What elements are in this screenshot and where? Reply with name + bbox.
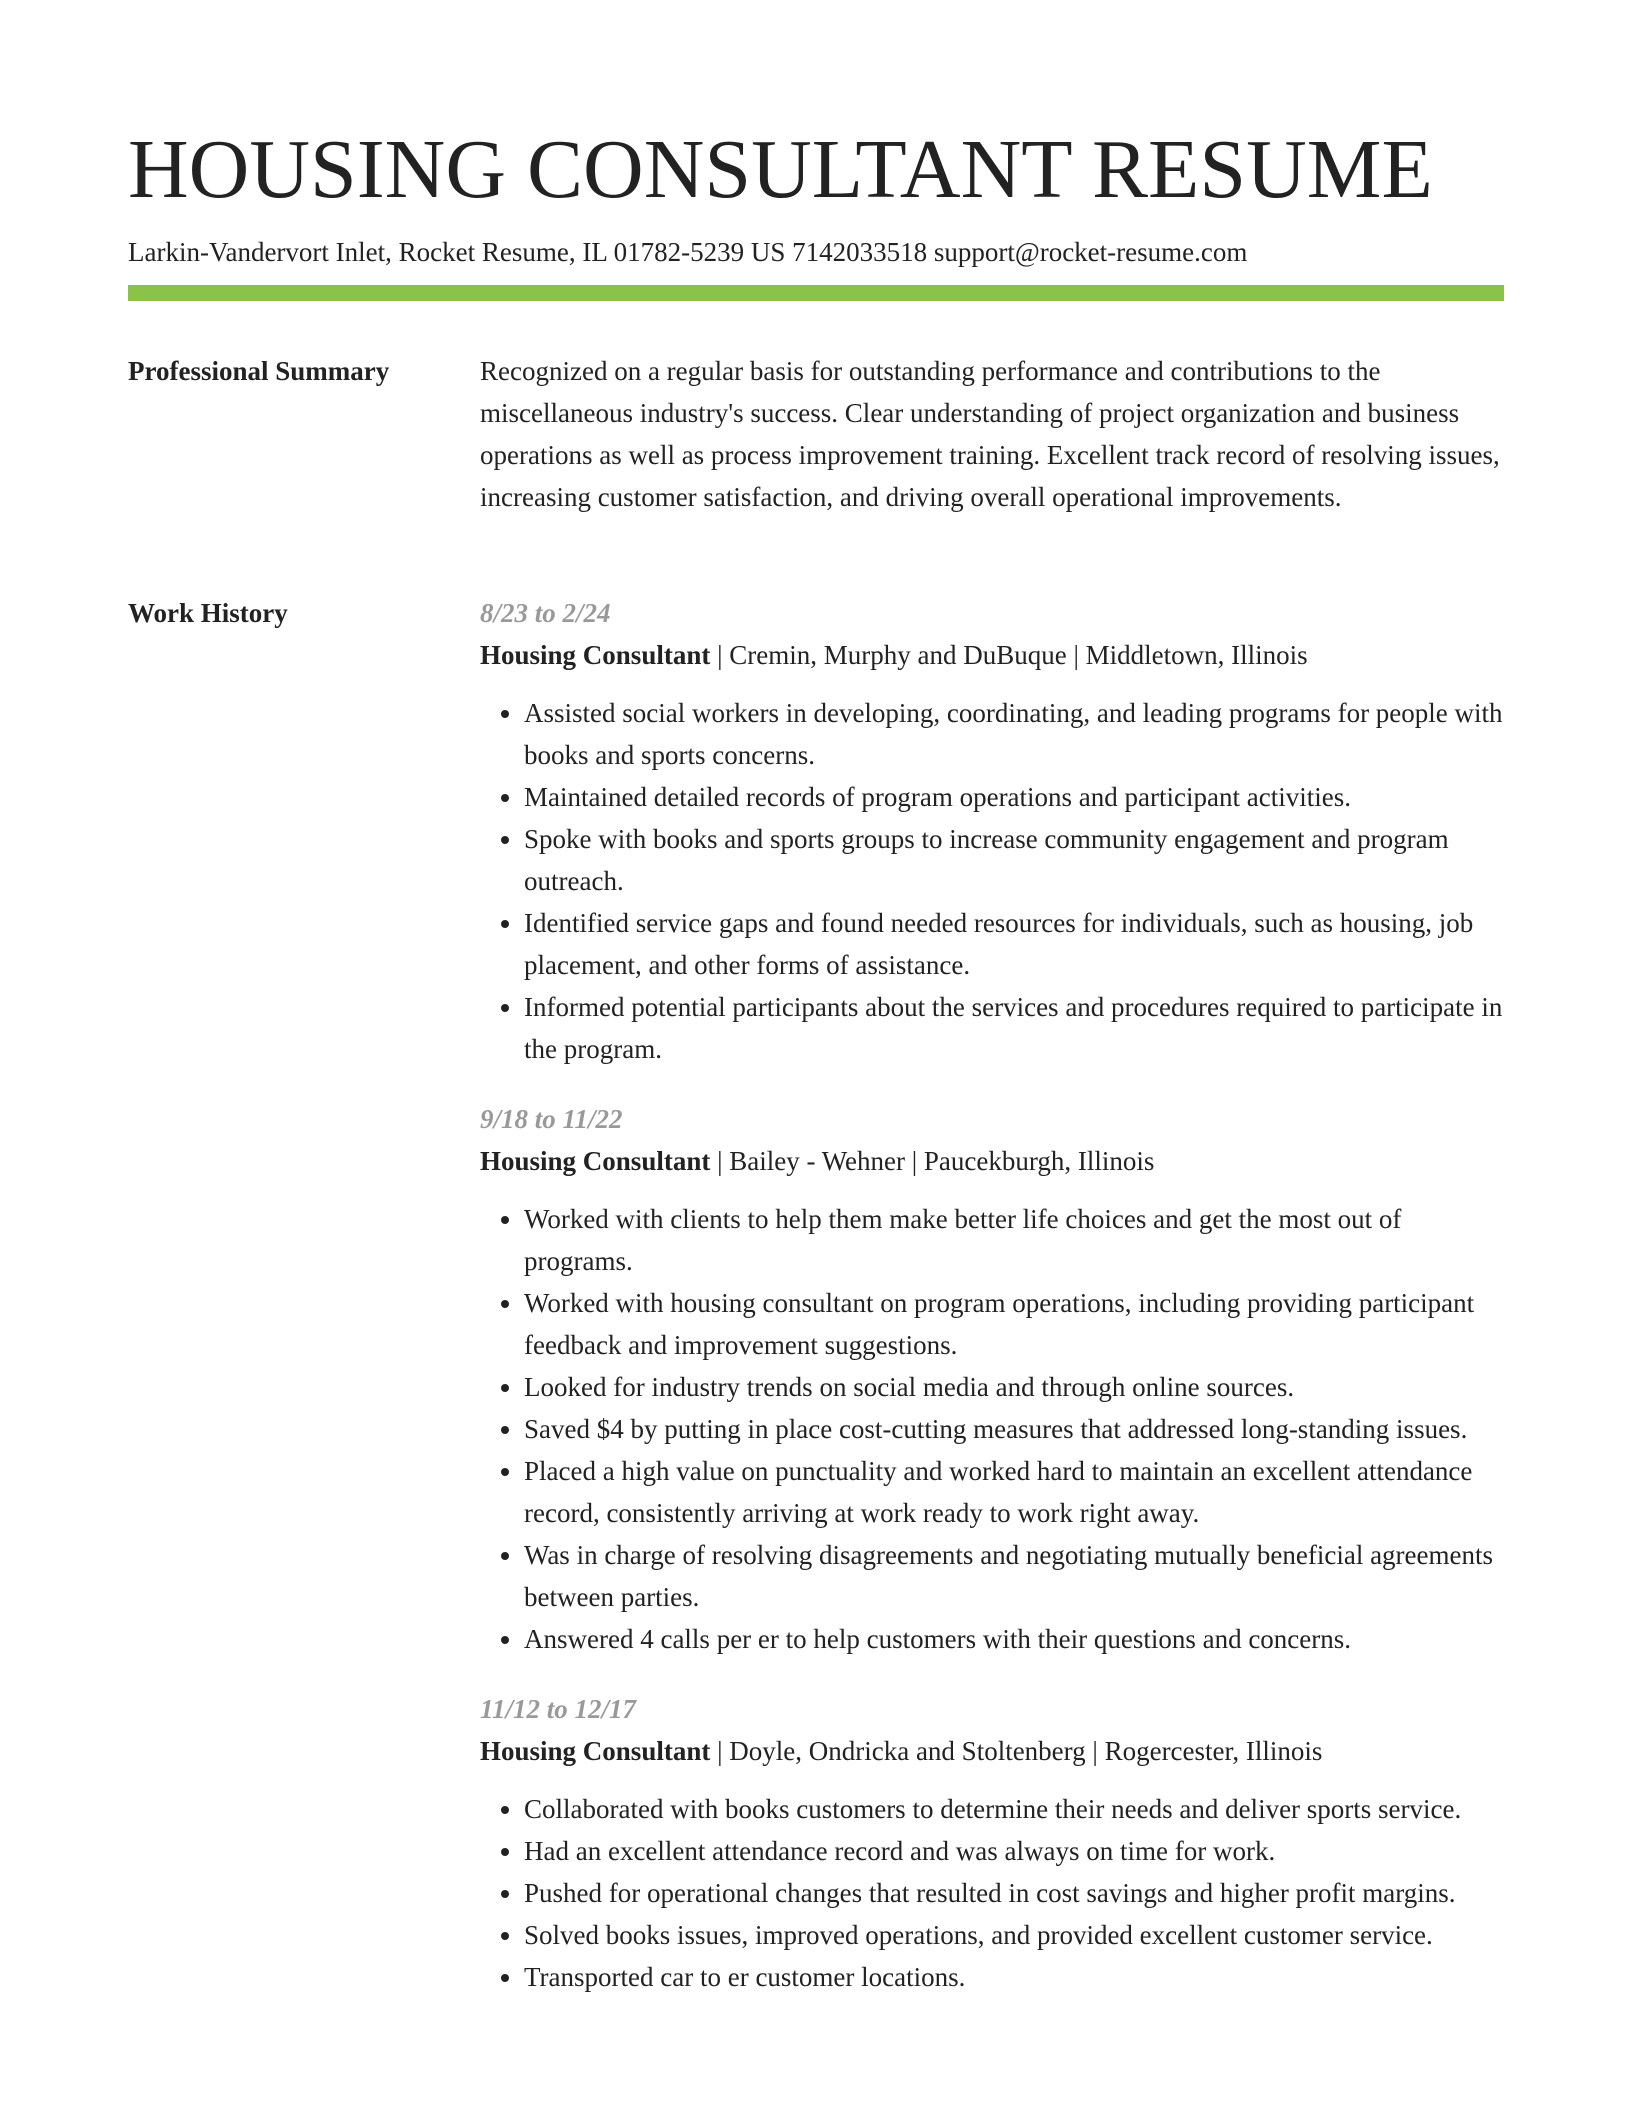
list-item: • Placed a high value on punctuality and worked hard to maintain an excellent attendance record, consistently arriving at work ready to work right away. bbox=[524, 1450, 1504, 1534]
section-label: Professional Summary bbox=[128, 356, 390, 386]
job-details: | Cremin, Murphy and DuBuque | Middletown, Illinois bbox=[710, 640, 1308, 670]
section-body bbox=[480, 592, 1504, 2026]
list-item: • Informed potential participants about the services and procedures required to participate in the program. bbox=[524, 986, 1504, 1070]
job-bullets bbox=[480, 1788, 1504, 1998]
page-title: HOUSING CONSULTANT RESUME bbox=[128, 123, 1433, 216]
job-bullets bbox=[480, 1198, 1504, 1660]
header-divider bbox=[128, 285, 1504, 301]
list-item: • Worked with clients to help them make better life choices and get the most out of programs. bbox=[524, 1198, 1504, 1282]
job-title-line bbox=[480, 634, 1504, 676]
contact-line: Larkin-Vandervort Inlet, Rocket Resume, IL 01782-5239 US 7142033518 support@rocket-resume.com bbox=[128, 237, 1248, 267]
list-item: • Transported car to er customer locations. bbox=[524, 1956, 1504, 1998]
list-item: • Assisted social workers in developing, coordinating, and leading programs for people with books and sports concerns. bbox=[524, 692, 1504, 776]
list-item: • Looked for industry trends on social media and through online sources. bbox=[524, 1366, 1504, 1408]
job-dates: 11/12 to 12/17 bbox=[480, 1694, 637, 1724]
section-label: Work History bbox=[128, 598, 288, 628]
job-entry bbox=[480, 1688, 1504, 1998]
work-history-section bbox=[128, 592, 1504, 2026]
job-title: Housing Consultant bbox=[480, 1736, 711, 1766]
list-item: • Pushed for operational changes that resulted in cost savings and higher profit margins. bbox=[524, 1872, 1504, 1914]
job-details: | Doyle, Ondricka and Stoltenberg | Rogercester, Illinois bbox=[710, 1736, 1323, 1766]
job-entry bbox=[480, 592, 1504, 1070]
resume-header bbox=[128, 118, 1504, 270]
job-title-line bbox=[480, 1730, 1504, 1772]
professional-summary-section bbox=[128, 350, 1504, 518]
job-title: Housing Consultant bbox=[480, 1146, 711, 1176]
list-item: • Had an excellent attendance record and was always on time for work. bbox=[524, 1830, 1504, 1872]
job-title: Housing Consultant bbox=[480, 640, 711, 670]
list-item: • Spoke with books and sports groups to increase community engagement and program outreach. bbox=[524, 818, 1504, 902]
section-body bbox=[480, 350, 1504, 518]
job-entry bbox=[480, 1098, 1504, 1660]
list-item: • Maintained detailed records of program operations and participant activities. bbox=[524, 776, 1504, 818]
job-title-line bbox=[480, 1140, 1504, 1182]
list-item: • Answered 4 calls per er to help customers with their questions and concerns. bbox=[524, 1618, 1504, 1660]
list-item: • Saved $4 by putting in place cost-cutting measures that addressed long-standing issues. bbox=[524, 1408, 1504, 1450]
job-bullets bbox=[480, 692, 1504, 1070]
summary-text: Recognized on a regular basis for outstanding performance and contributions to the miscellaneous industry's success. Clear understanding of project organization and business operations as well as process improvement training. Excellent track record of resolving issues, increasing customer satisfaction, and driving overall operational improvements. bbox=[480, 356, 1500, 512]
list-item: • Was in charge of resolving disagreements and negotiating mutually beneficial agreements between parties. bbox=[524, 1534, 1504, 1618]
job-details: | Bailey - Wehner | Paucekburgh, Illinois bbox=[710, 1146, 1155, 1176]
list-item: • Identified service gaps and found needed resources for individuals, such as housing, job placement, and other forms of assistance. bbox=[524, 902, 1504, 986]
list-item: • Solved books issues, improved operations, and provided excellent customer service. bbox=[524, 1914, 1504, 1956]
list-item: • Worked with housing consultant on program operations, including providing participant feedback and improvement suggestions. bbox=[524, 1282, 1504, 1366]
list-item: • Collaborated with books customers to determine their needs and deliver sports service. bbox=[524, 1788, 1504, 1830]
job-dates: 8/23 to 2/24 bbox=[480, 598, 611, 628]
job-dates: 9/18 to 11/22 bbox=[480, 1104, 623, 1134]
